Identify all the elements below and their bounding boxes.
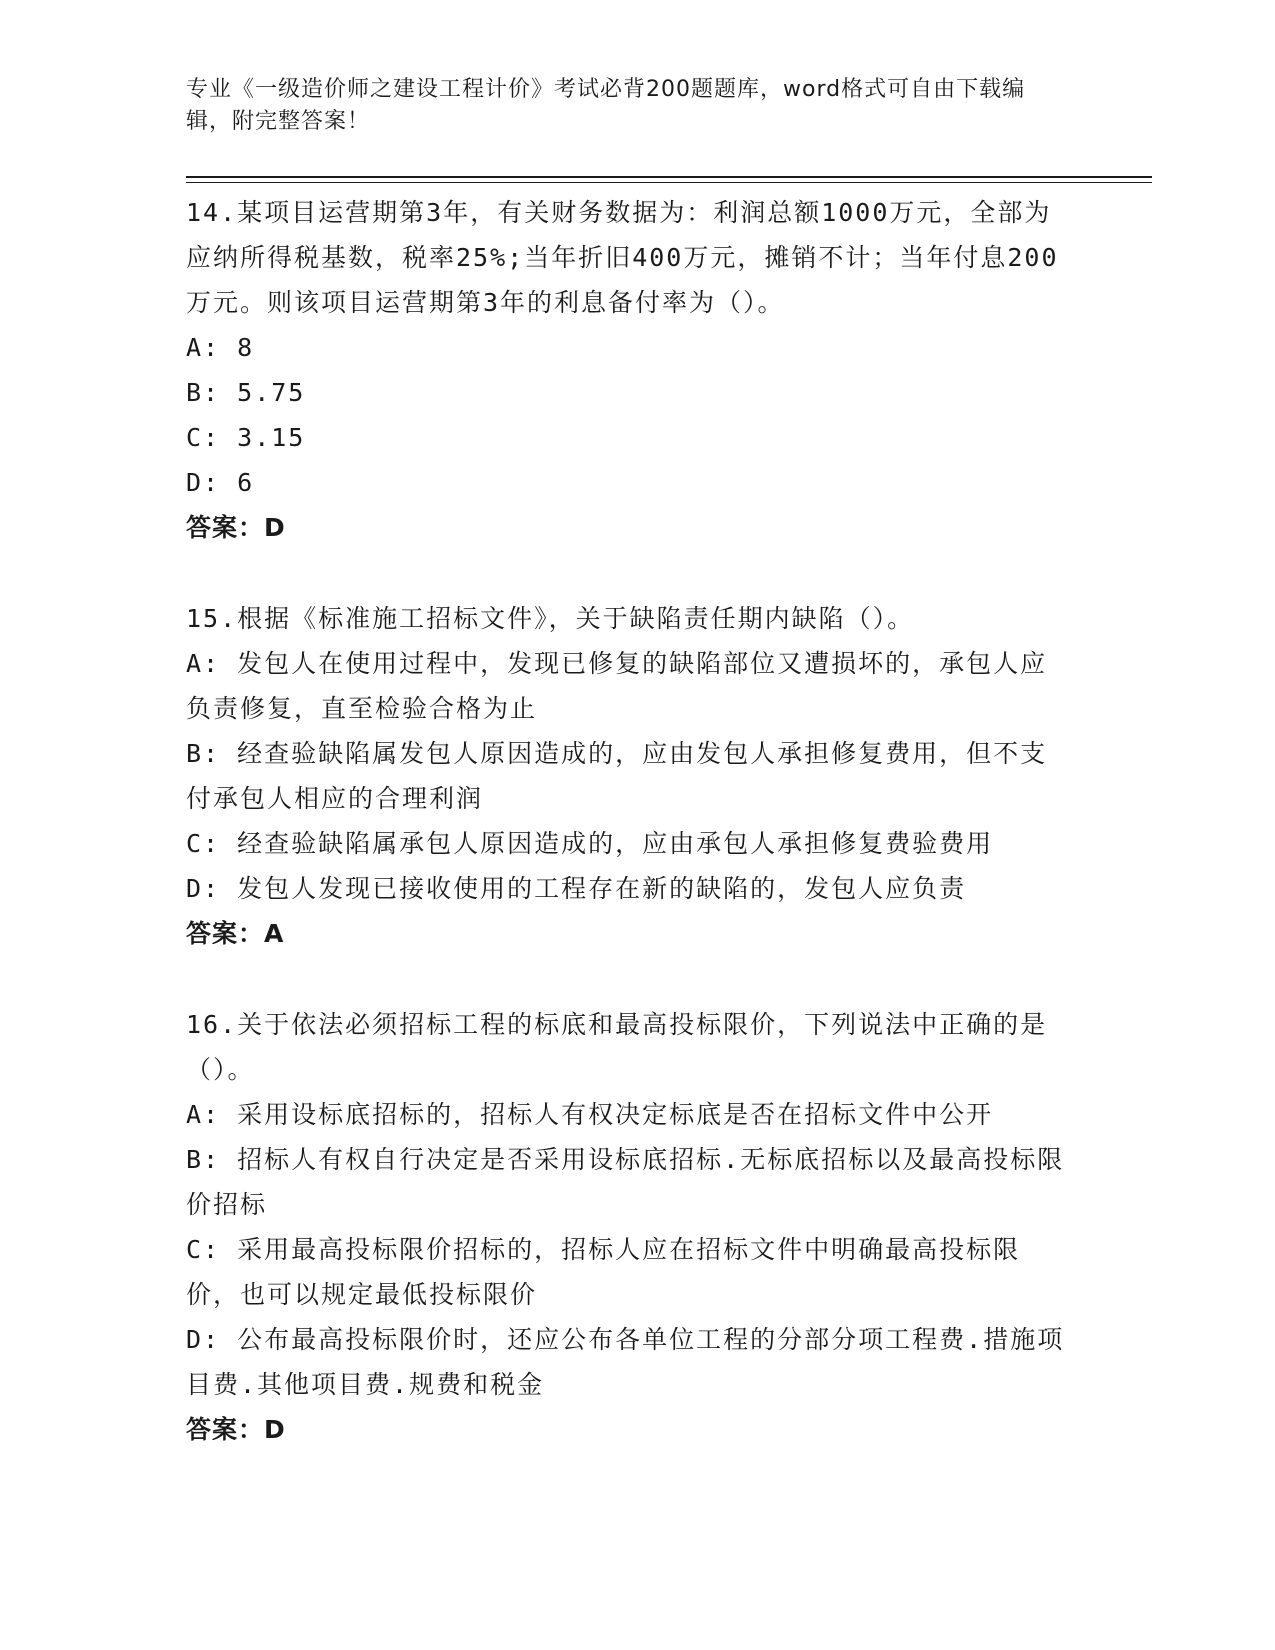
question-stem: 15.根据《标准施工招标文件》，关于缺陷责任期内缺陷（）。 — [186, 604, 915, 633]
answer-line: 答案：A — [186, 919, 285, 948]
option-a: A: 发包人在使用过程中，发现已修复的缺陷部位又遭损坏的，承包人应负责修复，直至检验合格为止 — [186, 649, 1048, 723]
question-14 — [186, 190, 1071, 550]
option-c: C: 3.15 — [186, 423, 306, 452]
option-d: D: 发包人发现已接收使用的工程存在新的缺陷的，发包人应负责 — [186, 874, 967, 903]
answer-line: 答案：D — [186, 513, 286, 542]
question-spacer — [186, 550, 1071, 596]
question-list — [186, 190, 1071, 1452]
question-stem: 14.某项目运营期第3年，有关财务数据为：利润总额1000万元，全部为应纳所得税基数，税率25%;当年折旧400万元，摊销不计；当年付息200万元。则该项目运营期第3年的利息备付率为（）。 — [186, 198, 1059, 317]
option-a: A: 采用设标底招标的，招标人有权决定标底是否在招标文件中公开 — [186, 1100, 994, 1129]
option-a: A: 8 — [186, 333, 255, 362]
question-15 — [186, 596, 1071, 956]
answer-line: 答案：D — [186, 1415, 286, 1444]
option-b: B: 经查验缺陷属发包人原因造成的，应由发包人承担修复费用，但不支付承包人相应的合理利润 — [186, 739, 1048, 813]
document-header: 专业《一级造价师之建设工程计价》考试必背200题题库，word格式可自由下载编辑，附完整答案！ — [186, 77, 1026, 134]
option-d: D: 公布最高投标限价时，还应公布各单位工程的分部分项工程费.措施项目费.其他项目费.规费和税金 — [186, 1325, 1065, 1399]
option-b: B: 招标人有权自行决定是否采用设标底招标.无标底招标以及最高投标限价招标 — [186, 1145, 1065, 1219]
question-spacer — [186, 956, 1071, 1002]
option-c: C: 经查验缺陷属承包人原因造成的，应由承包人承担修复费验费用 — [186, 829, 994, 858]
option-b: B: 5.75 — [186, 378, 306, 407]
question-16 — [186, 1002, 1071, 1452]
option-d: D: 6 — [186, 468, 255, 497]
header-divider-thin — [186, 182, 1152, 183]
question-stem: 16.关于依法必须招标工程的标底和最高投标限价，下列说法中正确的是（）。 — [186, 1010, 1048, 1084]
header-divider-thick — [186, 176, 1152, 178]
option-c: C: 采用最高投标限价招标的，招标人应在招标文件中明确最高投标限价，也可以规定最低投标限价 — [186, 1235, 1021, 1309]
